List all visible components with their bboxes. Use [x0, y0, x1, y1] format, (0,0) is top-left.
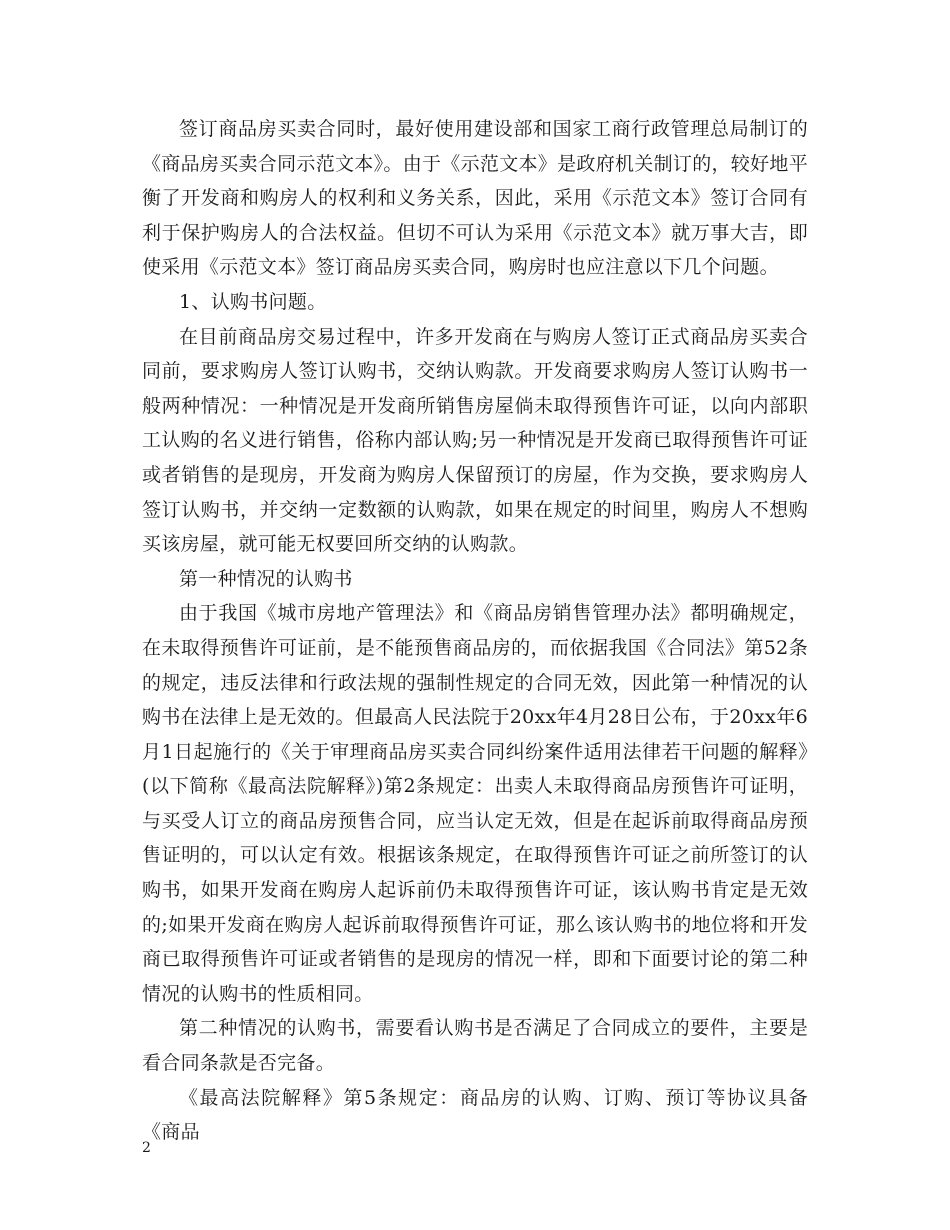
page-number: 2	[142, 1140, 151, 1156]
paragraph-intro: 签订商品房买卖合同时，最好使用建设部和国家工商行政管理总局制订的《商品房买卖合同示范文本》。由于《示范文本》是政府机关制订的，较好地平衡了开发商和购房人的权利和义务关系，因此，采用《示范文本》签订合同有利于保护购房人的合法权益。但切不可认为采用《示范文本》就万事大吉，即使采用《示范文本》签订商品房买卖合同，购房时也应注意以下几个问题。	[142, 118, 809, 279]
paragraph-subscription-overview: 在目前商品房交易过程中，许多开发商在与购房人签订正式商品房买卖合同前，要求购房人签订认购书，交纳认购款。开发商要求购房人签订认购书一般两种情况：一种情况是开发商所销售房屋倘未取得预售许可证，以向内部职工认购的名义进行销售，俗称内部认购;另一种情况是开发商已取得预售许可证或者销售的是现房，开发商为购房人保留预订的房屋，作为交换，要求购房人签订认购书，并交纳一定数额的认购款，如果在规定的时间里，购房人不想购买该房屋，就可能无权要回所交纳的认购款。	[142, 325, 808, 556]
paragraph-article-5: 《最高法院解释》第5条规定：商品房的认购、订购、预订等协议具备《商品	[142, 1086, 808, 1144]
paragraph-first-case: 由于我国《城市房地产管理法》和《商品房销售管理办法》都明确规定，在未取得预售许可证前，是不能预售商品房的，而依据我国《合同法》第52条的规定，违反法律和行政法规的强制性规定的合同无效，因此第一种情况的认购书在法律上是无效的。但最高人民法院于20xx年4月28日公布，于20xx年6月1日起施行的《关于审理商品房买卖合同纠纷案件适用法律若干问题的解释》(以下简称《最高法院解释》)第2条规定：出卖人未取得商品房预售许可证明，与买受人订立的商品房预售合同，应当认定无效，但是在起诉前取得商品房预售证明的，可以认定有效。根据该条规定，在取得预售许可证之前所签订的认购书，如果开发商在购房人起诉前仍未取得预售许可证，该认购书肯定是无效的;如果开发商在购房人起诉前取得预售许可证，那么该认购书的地位将和开发商已取得预售许可证或者销售的是现房的情况一样，即和下面要讨论的第二种情况的认购书的性质相同。	[142, 602, 808, 1005]
document-body	[142, 112, 808, 1150]
paragraph-second-case: 第二种情况的认购书，需要看认购书是否满足了合同成立的要件，主要是看合同条款是否完备。	[142, 1017, 808, 1075]
section-heading-subscription: 1、认购书问题。	[179, 290, 327, 313]
subheading-first-case: 第一种情况的认购书	[179, 567, 353, 590]
